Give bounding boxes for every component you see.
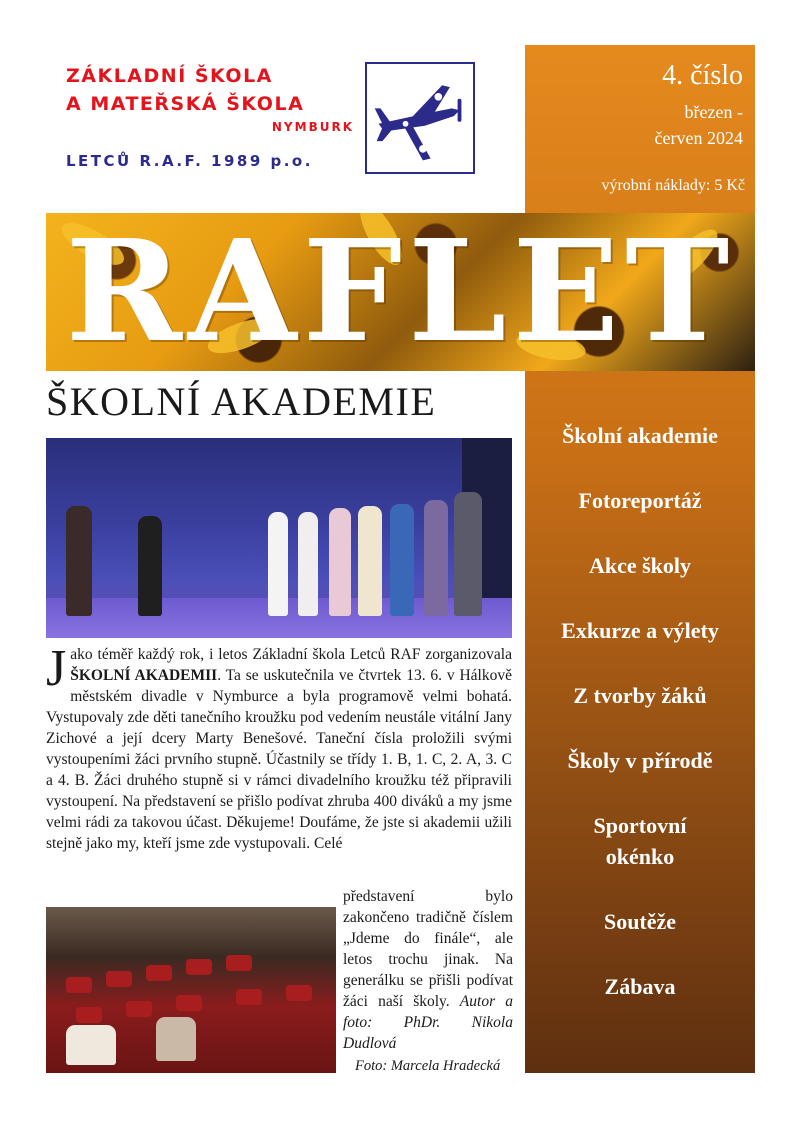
- issue-info: [655, 59, 743, 151]
- masthead-title: RAFLET: [65, 213, 736, 371]
- school-city: NYMBURK: [271, 120, 354, 134]
- person-figure: [454, 492, 482, 616]
- person-figure: [156, 1017, 196, 1061]
- theatre-seat: [176, 995, 202, 1011]
- toc-item-souteze[interactable]: Soutěže: [603, 909, 677, 934]
- article-text-rest: . Ta se uskutečnila ve čtvrtek 13. 6. v Hálkově městském divadle v Nymburce a byla programově velmi bohatá. Vystupovaly zde děti tanečního kroužku pod vedením neustále vitální Jany Zichové a její dcery Marty Benešové. Taneční čísla proložili svými vystoupeními žáci prvního stupně. Účastnily se třídy 1. B, 1. C, 2. A, 3. C a 4. B. Žáci druhého stupně si v rámci divadelního kroužku též připravili vystoupení. Na představení se přišlo podívat zhruba 400 diváků a my jsme velmi rádi za takovou účast. Děkujeme! Doufáme, že jste si akademii užili stejně jako my, kteří jsme zde vystupovali. Celé: [46, 667, 512, 852]
- article-wrap-text: [343, 886, 513, 1054]
- person-figure: [66, 506, 92, 616]
- toc-item-tvorba[interactable]: Z tvorby žáků: [573, 683, 707, 708]
- school-name-block: [66, 62, 366, 170]
- theatre-seat: [66, 977, 92, 993]
- theatre-seat: [186, 959, 212, 975]
- school-street: LETCŮ R.A.F. 1989 p.o.: [66, 152, 313, 170]
- theatre-seat: [286, 985, 312, 1001]
- toc-item-zabava[interactable]: Zábava: [604, 974, 676, 999]
- production-cost: výrobní náklady: 5 Kč: [601, 177, 745, 194]
- airplane-logo-icon: [365, 62, 475, 174]
- issue-date-line2: červen 2024: [654, 128, 743, 148]
- issue-number: 4. číslo: [662, 60, 743, 91]
- theatre-seat: [146, 965, 172, 981]
- theatre-seat: [226, 955, 252, 971]
- photo-credit-1: Autor a foto: PhDr. Nikola Dudlová: [343, 993, 513, 1052]
- issue-date-line1: březen -: [684, 102, 743, 122]
- toc-item-exkurze[interactable]: Exkurze a výlety: [561, 618, 719, 643]
- theatre-seat: [236, 989, 262, 1005]
- person-figure: [138, 516, 162, 616]
- toc-item-fotoreportaz[interactable]: Fotoreportáž: [578, 488, 702, 513]
- article-body: [46, 640, 512, 854]
- toc-item-sport[interactable]: Sportovní okénko: [593, 813, 687, 869]
- article-headline: ŠKOLNÍ AKADEMIE: [46, 379, 437, 424]
- theatre-seat: [76, 1007, 102, 1023]
- theatre-seat: [126, 1001, 152, 1017]
- person-figure: [268, 512, 288, 616]
- audience-photo: [46, 907, 336, 1073]
- table-of-contents: [525, 420, 755, 1002]
- banner: [46, 213, 755, 371]
- photo-credit-2: Foto: Marcela Hradecká: [355, 1058, 501, 1074]
- toc-item-akademie[interactable]: Školní akademie: [562, 423, 718, 448]
- person-figure: [358, 506, 382, 616]
- drop-cap: J: [46, 640, 67, 697]
- person-figure: [390, 504, 414, 616]
- article-wrap-body: představení bylo zakončeno tradičně číslem „Jdeme do finále“, ale letos trochu jinak. Na generálku se přišli podívat žáci naší školy.: [343, 888, 513, 1010]
- article-text-bold: ŠKOLNÍ AKADEMII: [70, 667, 218, 684]
- toc-item-skoly-v-prirode[interactable]: Školy v přírodě: [567, 748, 713, 773]
- person-figure: [66, 1025, 116, 1065]
- article-text-start: ako téměř každý rok, i letos Základní škola Letců RAF zorganizovala: [70, 646, 512, 663]
- school-name-line2: A MATEŘSKÁ ŠKOLA: [66, 93, 305, 115]
- person-figure: [329, 508, 351, 616]
- school-name-line1: ZÁKLADNÍ ŠKOLA: [66, 65, 273, 87]
- stage-photo: [46, 438, 512, 638]
- toc-item-akce[interactable]: Akce školy: [588, 553, 692, 578]
- person-figure: [298, 512, 318, 616]
- person-figure: [424, 500, 448, 616]
- theatre-seat: [106, 971, 132, 987]
